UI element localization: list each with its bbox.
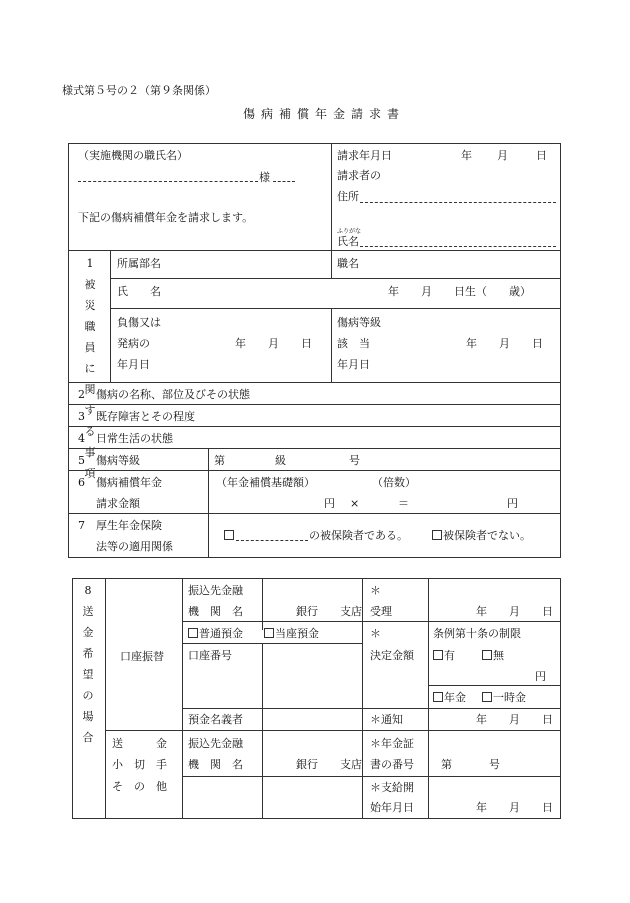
row5-number: 5: [78, 454, 85, 467]
row6-yen-total: 円: [507, 497, 518, 510]
row3-label: 既存障害とその程度: [96, 410, 195, 423]
injury-label-2: 発病の: [117, 337, 150, 350]
lump-sum-option[interactable]: [482, 692, 526, 703]
row6-yen: 円: [324, 497, 335, 510]
row3-number: 3: [78, 410, 85, 423]
year-label: 年: [461, 149, 472, 162]
decision-label: 決定金額: [370, 649, 414, 662]
furigana-label: ふりがな: [337, 228, 362, 235]
main-table: [68, 143, 561, 558]
injury-label-3: 年月日: [117, 358, 150, 371]
row6-label-2: 請求金額: [96, 497, 140, 510]
row2-label: 傷病の名称、部位及びその状態: [96, 388, 250, 401]
deposit-current-checkbox[interactable]: [264, 628, 274, 638]
day-label: 日: [536, 149, 547, 162]
insured-text: の被保険者である。: [309, 529, 408, 542]
row6-equals: ＝: [398, 497, 409, 510]
name-field[interactable]: [360, 246, 556, 247]
month-label: 月: [497, 149, 508, 162]
account-transfer-label: 口座振替: [120, 650, 164, 663]
start-label-2: 始年月日: [370, 801, 414, 814]
bank-label-1: 振込先金融: [188, 584, 243, 597]
remit-bank-suffix: 銀行: [296, 758, 318, 771]
row5-dai: 第: [214, 454, 225, 467]
addressee-field[interactable]: [78, 181, 258, 182]
start-date: 年 月 日: [476, 801, 553, 814]
remit-label-2: 小 切 手: [112, 758, 167, 771]
bank-suffix: 銀行: [296, 605, 318, 618]
row7-label-2: 法等の適用関係: [96, 540, 173, 553]
insured-option[interactable]: [224, 530, 235, 541]
birth-suffix: 年 月 日生（ 歳）: [388, 285, 531, 298]
remit-bank-label-2: 機 関 名: [188, 758, 243, 771]
row2-number: 2: [78, 388, 85, 401]
victim-name-label: 氏 名: [117, 285, 161, 298]
injury-date: 年 月 日: [235, 337, 312, 350]
section1-number: 1: [86, 257, 94, 270]
restriction-label: 条例第十条の制限: [433, 627, 521, 640]
row5-kyu: 級: [275, 454, 286, 467]
row6-times: ×: [350, 497, 360, 510]
dept-label: 所属部名: [117, 257, 161, 270]
row5-go: 号: [349, 454, 360, 467]
start-label-1: ＊支給開: [370, 781, 414, 794]
account-holder-label: 預金名義者: [188, 713, 243, 726]
pension-option[interactable]: [433, 692, 466, 703]
remit-bank-label-1: 振込先金融: [188, 737, 243, 750]
receipt-label: 受理: [370, 605, 392, 618]
deposit-normal-text: 普通預金: [199, 627, 243, 640]
row6-label-1: 傷病補償年金: [96, 476, 162, 489]
not-insured-checkbox[interactable]: [432, 530, 442, 540]
pension-text: 年金: [444, 691, 466, 704]
lump-sum-checkbox[interactable]: [482, 692, 492, 702]
row7-number: 7: [78, 519, 85, 532]
row5-label: 傷病等級: [96, 454, 140, 467]
page-title: 傷病補償年金請求書: [243, 107, 406, 121]
remit-branch-suffix: 支店: [340, 758, 362, 771]
deposit-normal-checkbox[interactable]: [188, 628, 198, 638]
cert-dai: 第: [441, 758, 452, 771]
decision-star: ＊: [370, 627, 381, 640]
restriction-yes-checkbox[interactable]: [433, 650, 443, 660]
deposit-normal-option[interactable]: [188, 628, 243, 639]
cert-label-2: 書の番号: [370, 758, 414, 771]
request-date-label: 請求年月日: [337, 149, 392, 162]
address-field[interactable]: [360, 202, 556, 203]
restriction-no-text: 無: [493, 649, 504, 662]
not-insured-option[interactable]: [432, 530, 531, 541]
remit-label-3: そ の 他: [112, 780, 167, 793]
restriction-no[interactable]: [482, 650, 504, 661]
branch-suffix: 支店: [340, 605, 362, 618]
grade-label-3: 年月日: [337, 358, 370, 371]
grade-label-2: 該 当: [337, 337, 370, 350]
row6-base-label: （年金補償基礎額）: [216, 476, 315, 489]
insured-checkbox[interactable]: [224, 530, 234, 540]
insurance-type-field[interactable]: [236, 540, 308, 541]
position-label: 職名: [337, 257, 359, 270]
addressee-label: （実施機関の職氏名）: [78, 149, 188, 162]
address-label: 住所: [337, 190, 359, 203]
notice-label: ＊通知: [370, 713, 403, 726]
grade-date: 年 月 日: [466, 337, 543, 350]
sama-label: 様: [259, 171, 270, 184]
restriction-no-checkbox[interactable]: [482, 650, 492, 660]
cert-go: 号: [489, 758, 500, 771]
pension-checkbox[interactable]: [433, 692, 443, 702]
restriction-yes[interactable]: [433, 650, 455, 661]
cert-label-1: ＊年金証: [370, 737, 414, 750]
receipt-star: ＊: [370, 584, 381, 597]
bank-label-2: 機 関 名: [188, 605, 243, 618]
row4-number: 4: [78, 432, 85, 445]
grade-label-1: 傷病等級: [337, 316, 381, 329]
not-insured-text: 被保険者でない。: [443, 529, 531, 542]
notice-date: 年 月 日: [476, 713, 553, 726]
row4-label: 日常生活の状態: [96, 432, 173, 445]
remit-label-1: 送 金: [112, 737, 167, 750]
claimant-label: 請求者の: [337, 169, 381, 182]
row6-multiplier-label: （倍数）: [372, 476, 416, 489]
row7-label-1: 厚生年金保険: [96, 519, 162, 532]
section1-side-label: 被災 職員 に関 する 事項: [84, 278, 96, 480]
section8-side-label: 8 送 金 希 望 の 場 合: [82, 584, 94, 744]
restriction-yes-text: 有: [444, 649, 455, 662]
injury-label-1: 負傷又は: [117, 316, 161, 329]
deposit-current-text: 当座預金: [275, 627, 319, 640]
form-number: 様式第５号の２（第９条関係）: [62, 84, 216, 97]
receipt-date: 年 月 日: [476, 605, 553, 618]
lump-sum-text: 一時金: [493, 691, 526, 704]
account-number-label: 口座番号: [188, 649, 232, 662]
deposit-current-option[interactable]: [264, 628, 319, 639]
name-label: 氏名: [337, 235, 359, 248]
row6-number: 6: [78, 476, 85, 489]
decision-yen: 円: [535, 670, 546, 683]
request-text: 下記の傷病補償年金を請求します。: [78, 211, 254, 224]
